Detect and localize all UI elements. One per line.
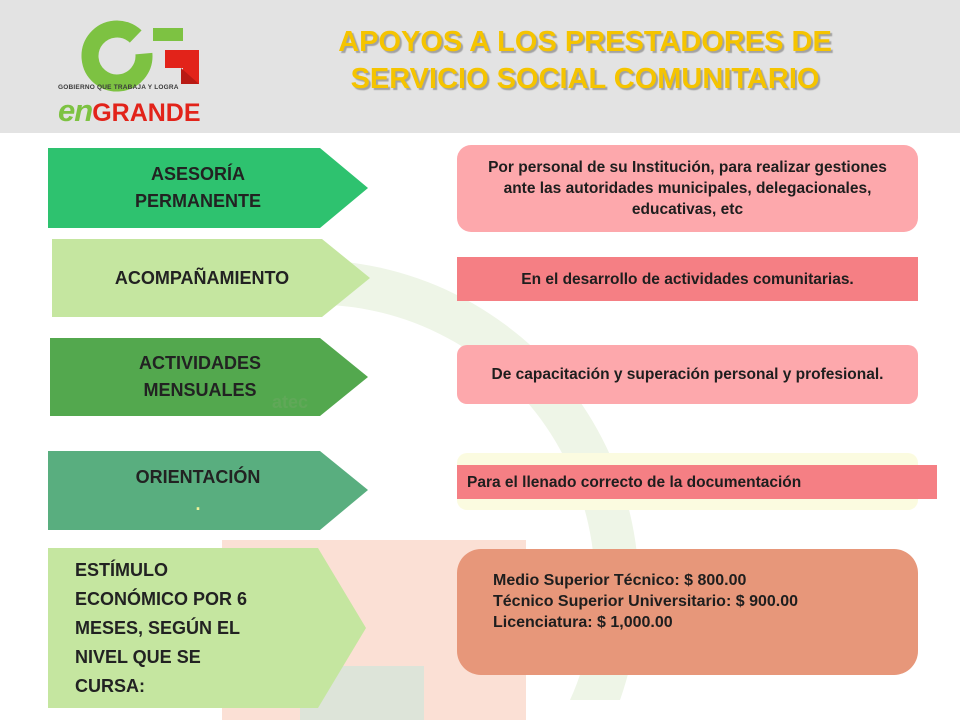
desc-actividades: De capacitación y superación personal y profesional. [491,366,884,383]
asesoria-line-2: PERMANENTE [134,191,261,211]
logo-word-grande: GRANDE [92,99,201,127]
arrow-label-asesoria [48,148,348,228]
arrow-label-orientacion [48,451,348,530]
arrow-label-estimulo [75,552,335,704]
arrow-label-actividades [50,338,350,416]
asesoria-line-1: ASESORÍA [150,164,245,184]
amount-licenciatura: Licenciatura: $ 1,000.00 [493,614,673,631]
estimulo-line-5: CURSA: [75,675,145,696]
desc-acompanamiento: En el desarrollo de actividades comunitarias. [521,270,854,288]
amount-tecnico-superior: Técnico Superior Universitario: $ 900.00 [493,593,799,610]
actividades-line-1: ACTIVIDADES [138,353,261,373]
desc-orientacion: Para el llenado correcto de la documentación [467,473,802,491]
logo-tagline: GOBIERNO QUE TRABAJA Y LOGRA [58,84,179,91]
orientacion-suffix: . [195,493,201,514]
estimulo-line-1: ESTÍMULO [75,559,168,580]
desc-box-asesoria [457,145,918,232]
estimulo-line-4: NIVEL QUE SE [75,646,201,667]
actividades-line-2: MENSUALES [143,380,257,400]
desc-box-acompanamiento [457,257,918,301]
page-title [260,24,910,98]
orientacion-label: ORIENTACIÓN [135,466,261,487]
desc-box-estimulo [457,549,918,675]
estimulo-line-3: MESES, SEGÚN EL [75,617,241,638]
acompanamiento-label: ACOMPAÑAMIENTO [114,267,290,288]
desc-asesoria: Por personal de su Institución, para realizar gestiones ante las autoridades municipales, delegacionales, educativas, etc [488,159,887,218]
desc-box-orientacion [457,465,937,499]
logo-wordmark [58,95,201,126]
arrow-label-acompanamiento [52,239,352,317]
faint-background-text: atec [272,392,309,412]
amount-medio-superior: Medio Superior Técnico: $ 800.00 [493,572,747,589]
logo-word-en: en [58,93,93,128]
title-line-1: APOYOS A LOS PRESTADORES DE [338,26,832,58]
title-line-2: SERVICIO SOCIAL COMUNITARIO [350,63,820,95]
desc-box-actividades [457,345,918,404]
estimulo-line-2: ECONÓMICO POR 6 [75,588,248,609]
